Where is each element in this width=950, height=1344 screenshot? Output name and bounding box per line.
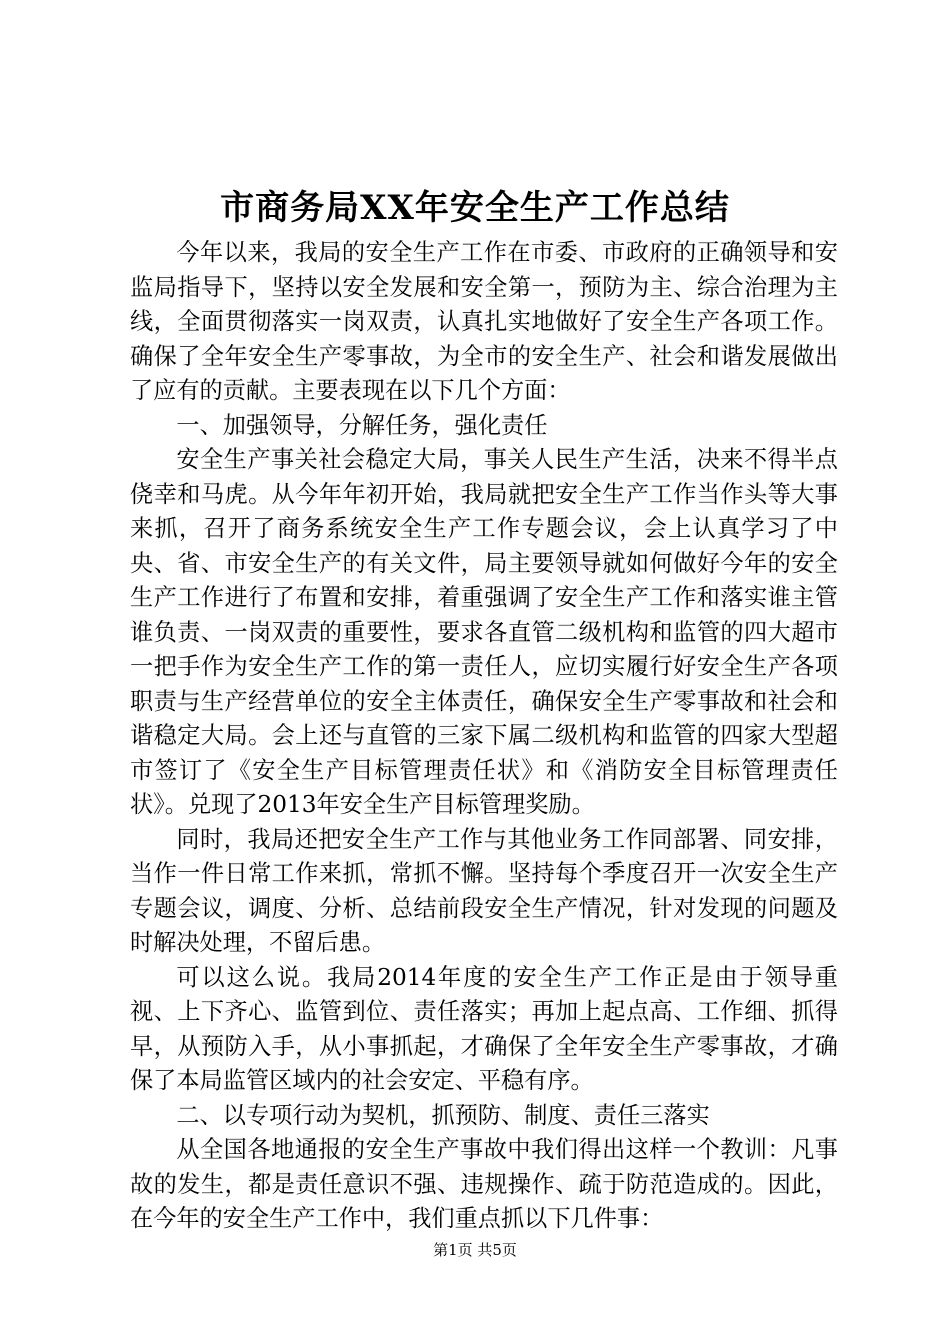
page-footer: 第1页 共5页 — [433, 1241, 517, 1259]
section-heading-2: 二、以专项行动为契机，抓预防、制度、责任三落实 — [176, 1101, 710, 1129]
paragraph-deployment: 同时，我局还把安全生产工作与其他业务工作同部署、同安排，当作一件日常工作来抓，常抓不懈。坚持每个季度召开一次安全生产专题会议，调度、分析、总结前段安全生产情况，针对发现的问题及时解决处理，不留后患。 — [130, 825, 838, 956]
document-body — [130, 236, 838, 1237]
paragraph-leadership: 安全生产事关社会稳定大局，事关人民生产生活，决来不得半点侥幸和马虎。从今年年初开始，我局就把安全生产工作当作头等大事来抓，召开了商务系统安全生产工作专题会议，会上认真学习了中央、省、市安全生产的有关文件，局主要领导就如何做好今年的安全生产工作进行了布置和安排，着重强调了安全生产工作和落实谁主管谁负责、一岗双责的重要性，要求各直管二级机构和监管的四大超市一把手作为安全生产工作的第一责任人，应切实履行好安全生产各项职责与生产经营单位的安全主体责任，确保安全生产零事故和社会和谐稳定大局。会上还与直管的三家下属二级机构和监管的四家大型超市签订了《安全生产目标管理责任状》和《消防安全目标管理责任状》。兑现了2013年安全生产目标管理奖励。 — [130, 446, 838, 818]
paragraph-lessons: 从全国各地通报的安全生产事故中我们得出这样一个教训：凡事故的发生，都是责任意识不强、违规操作、疏于防范造成的。因此，在今年的安全生产工作中，我们重点抓以下几件事： — [130, 1136, 838, 1232]
paragraph-summary: 可以这么说。我局2014年度的安全生产工作正是由于领导重视、上下齐心、监管到位、责任落实；再加上起点高、工作细、抓得早，从预防入手，从小事抓起，才确保了全年安全生产零事故，才确保了本局监管区域内的社会安定、平稳有序。 — [130, 963, 838, 1094]
document-title: 市商务局XX年安全生产工作总结 — [220, 188, 730, 228]
paragraph-intro: 今年以来，我局的安全生产工作在市委、市政府的正确领导和安监局指导下，坚持以安全发展和安全第一，预防为主、综合治理为主线，全面贯彻落实一岗双责，认真扎实地做好了安全生产各项工作。确保了全年安全生产零事故，为全市的安全生产、社会和谐发展做出了应有的贡献。主要表现在以下几个方面： — [130, 239, 838, 404]
section-heading-1: 一、加强领导，分解任务，强化责任 — [176, 411, 548, 439]
